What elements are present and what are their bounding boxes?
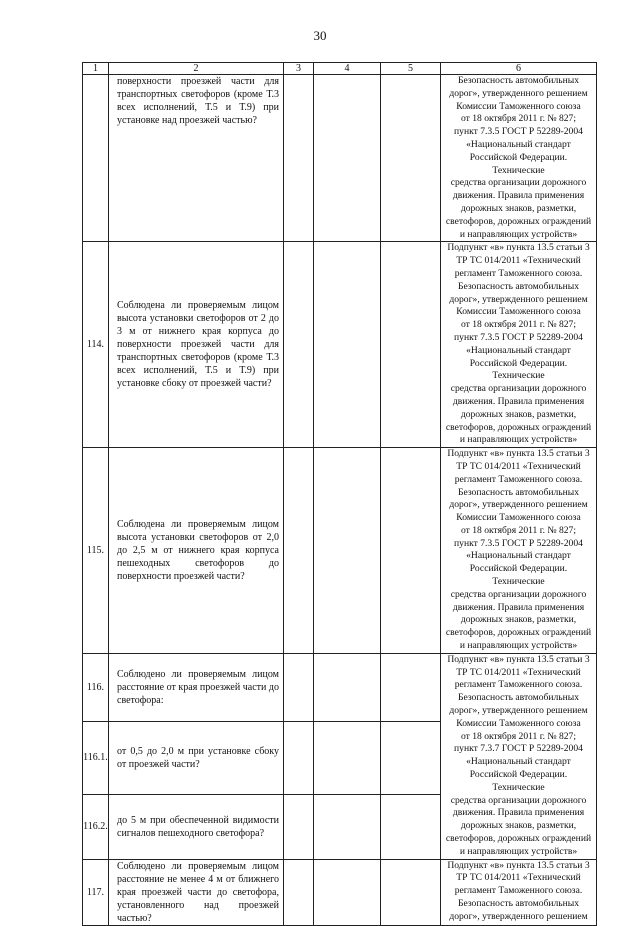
reference-line: Подпункт «в» пункта 13.5 статьи 3 [447, 448, 590, 460]
reference-line: Комиссии Таможенного союза [456, 100, 581, 112]
empty-cell [381, 75, 441, 242]
question-text: Соблюдена ли проверяемым лицом высота установки светофоров от 2 до 3 м от нижнего края корпуса до поверхности проезжей части для транспортных светофоров (кроме Т.3 всех исполнений, Т.5 и Т.9) при установке сбоку от проезжей части? [109, 242, 284, 448]
reference-line: Безопасность автомобильных [457, 692, 580, 704]
reference-line: ТР ТС 014/2011 «Технический [456, 872, 581, 884]
reference-line: регламент Таможенного союза. [454, 473, 583, 485]
reference-line: светофоров, дорожных ограждений [445, 833, 592, 845]
reference-line: от 18 октября 2011 г. № 827; [460, 524, 577, 536]
reference-line: движения. Правила применения [452, 807, 585, 819]
reference-line: дорог», утвержденного решением [449, 499, 588, 511]
empty-cell [284, 242, 314, 448]
column-header-2: 2 [109, 63, 284, 75]
empty-cell [284, 722, 314, 795]
reference-line: Безопасность автомобильных [457, 486, 580, 498]
reference-line: движения. Правила применения [452, 395, 585, 407]
table-row [83, 448, 597, 654]
reference-line: Комиссии Таможенного союза [456, 512, 581, 524]
reference-line: светофоров, дорожных ограждений [445, 421, 592, 433]
reference-line: ТР ТС 014/2011 «Технический [456, 666, 581, 678]
empty-cell [314, 859, 381, 925]
reference-line: движения. Правила применения [452, 190, 585, 202]
reference-line: от 18 октября 2011 г. № 827; [460, 730, 577, 742]
empty-cell [284, 448, 314, 654]
empty-cell [284, 653, 314, 721]
reference-line: и направляющих устройств» [459, 228, 578, 240]
reference-line: пункт 7.3.5 ГОСТ Р 52289-2004 [454, 331, 583, 343]
empty-cell [314, 448, 381, 654]
empty-cell [381, 859, 441, 925]
reference-line: ТР ТС 014/2011 «Технический [456, 460, 581, 472]
empty-cell [381, 653, 441, 721]
table-row [83, 859, 597, 925]
question-text: до 5 м при обеспеченной видимости сигналов пешеходного светофора? [109, 794, 284, 859]
reference-line: Подпункт «в» пункта 13.5 статьи 3 [447, 859, 590, 871]
checklist-table [82, 62, 597, 926]
reference-line: движения. Правила применения [452, 601, 585, 613]
column-header-6: 6 [441, 63, 597, 75]
reference-line: дорожных знаков, разметки, [460, 202, 577, 214]
reference-line: дорог», утвержденного решением [449, 87, 588, 99]
question-text: поверхности проезжей части для транспортных светофоров (кроме Т.3 всех исполнений, Т.5 и Т.9) при установке над проезжей частью? [109, 75, 284, 242]
reference-line: светофоров, дорожных ограждений [445, 627, 592, 639]
reference-line: пункт 7.3.5 ГОСТ Р 52289-2004 [454, 537, 583, 549]
empty-cell [381, 448, 441, 654]
reference-line: дорожных знаков, разметки, [460, 408, 577, 420]
reference-line: и направляющих устройств» [459, 640, 578, 652]
reference-line: Подпункт «в» пункта 13.5 статьи 3 [447, 242, 590, 254]
empty-cell [381, 242, 441, 448]
reference-line: дорожных знаков, разметки, [460, 820, 577, 832]
reference-line: Российской Федерации. Технические [469, 563, 568, 588]
reference-line: средства организации дорожного [450, 588, 587, 600]
reference-line: «Национальный стандарт [466, 138, 571, 150]
reference-line: средства организации дорожного [450, 383, 587, 395]
reference-line: и направляющих устройств» [459, 845, 578, 857]
empty-cell [314, 722, 381, 795]
row-number: 116. [83, 653, 109, 721]
reference-line: Комиссии Таможенного союза [456, 306, 581, 318]
reference-line: Подпункт «в» пункта 13.5 статьи 3 [447, 653, 590, 665]
reference-line: Российской Федерации. Технические [469, 151, 568, 176]
reference-line: светофоров, дорожных ограждений [445, 215, 592, 227]
reference-line: Российской Федерации. Технические [469, 357, 568, 382]
empty-cell [314, 794, 381, 859]
row-number: 117. [83, 859, 109, 925]
empty-cell [314, 242, 381, 448]
reference-line: от 18 октября 2011 г. № 827; [460, 113, 577, 125]
empty-cell [284, 75, 314, 242]
reference-text [441, 242, 597, 448]
reference-line: «Национальный стандарт [466, 344, 571, 356]
reference-line: средства организации дорожного [450, 794, 587, 806]
reference-line: дорожных знаков, разметки, [460, 614, 577, 626]
header-row [83, 63, 597, 75]
page-number: 30 [313, 28, 327, 43]
row-number: 116.2. [83, 794, 109, 859]
reference-text [441, 448, 597, 654]
reference-line: регламент Таможенного союза. [454, 267, 583, 279]
reference-line: средства организации дорожного [450, 177, 587, 189]
reference-line: Российской Федерации. Технические [469, 769, 568, 793]
row-number: 115. [83, 448, 109, 654]
empty-cell [314, 75, 381, 242]
reference-line: Комиссии Таможенного союза [456, 717, 581, 729]
reference-line: Безопасность автомобильных [457, 280, 580, 292]
column-header-3: 3 [284, 63, 314, 75]
reference-line: пункт 7.3.5 ГОСТ Р 52289-2004 [454, 126, 583, 138]
reference-line: регламент Таможенного союза. [454, 679, 583, 691]
reference-line: «Национальный стандарт [466, 550, 571, 562]
question-text: Соблюдено ли проверяемым лицом расстояние от края проезжей части до светофора: [109, 653, 284, 721]
reference-line: дорог», утвержденного решением [449, 293, 588, 305]
table-row [83, 242, 597, 448]
empty-cell [284, 859, 314, 925]
reference-text [441, 75, 597, 242]
reference-line: и направляющих устройств» [459, 434, 578, 446]
question-text: Соблюдена ли проверяемым лицом высота установки светофоров от 2,0 до 2,5 м от нижнего края корпуса пешеходных светофоров до поверхности проезжей части? [109, 448, 284, 654]
table-row [83, 75, 597, 242]
empty-cell [381, 722, 441, 795]
reference-line: Безопасность автомобильных [457, 75, 580, 86]
reference-line: от 18 октября 2011 г. № 827; [460, 319, 577, 331]
column-header-5: 5 [381, 63, 441, 75]
reference-text [441, 859, 597, 925]
empty-cell [381, 794, 441, 859]
column-header-4: 4 [314, 63, 381, 75]
reference-line: ТР ТС 014/2011 «Технический [456, 255, 581, 267]
reference-line: Безопасность автомобильных [457, 898, 580, 909]
row-number: 116.1. [83, 722, 109, 795]
question-text: от 0,5 до 2,0 м при установке сбоку от проезжей части? [109, 722, 284, 795]
empty-cell [284, 794, 314, 859]
column-header-1: 1 [83, 63, 109, 75]
question-text: Соблюдено ли проверяемым лицом расстояние не менее 4 м от ближнего края проезжей части до светофора, установленного над проезжей частью? [109, 859, 284, 925]
empty-cell [314, 653, 381, 721]
table-row [83, 653, 597, 721]
row-number [83, 75, 109, 242]
reference-line: дорог», утвержденного решением [449, 910, 588, 922]
reference-line: дорог», утвержденного решением [449, 705, 588, 717]
reference-line: пункт 7.3.7 ГОСТ Р 52289-2004 [454, 743, 583, 755]
reference-text [441, 653, 597, 859]
reference-line: «Национальный стандарт [466, 756, 571, 768]
row-number: 114. [83, 242, 109, 448]
reference-line: регламент Таможенного союза. [454, 885, 583, 897]
